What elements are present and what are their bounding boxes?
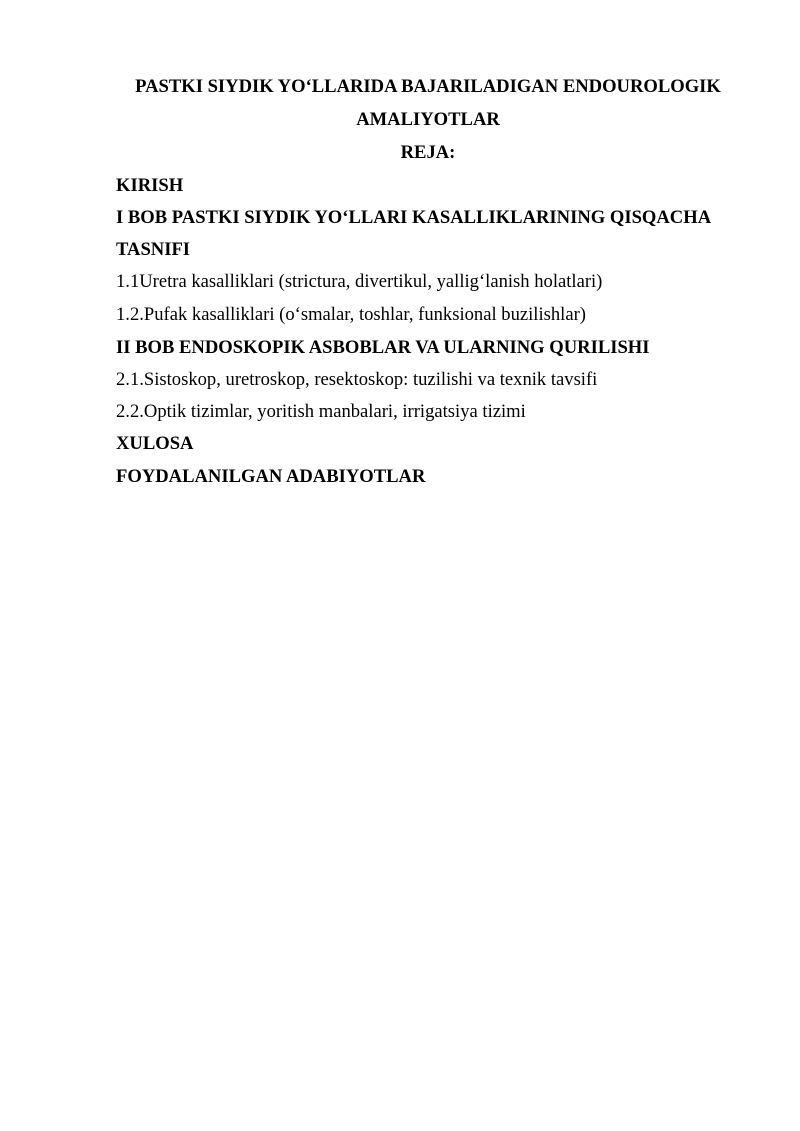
toc-entry-chapter-2: II BOB ENDOSKOPIK ASBOBLAR VA ULARNING QURILISHI — [116, 337, 650, 358]
toc-entry-section-2-2: 2.2.Optik tizimlar, yoritish manbalari, irrigatsiya tizimi — [116, 401, 526, 422]
toc-entry-conclusion: XULOSA — [116, 433, 194, 454]
toc-entry-introduction: KIRISH — [116, 175, 184, 196]
toc-entry-references: FOYDALANILGAN ADABIYOTLAR — [116, 466, 426, 487]
document-title-line-1: PASTKI SIYDIK YO‘LLARIDA BAJARILADIGAN ENDOUROLOGIK — [135, 76, 721, 97]
toc-entry-chapter-1: I BOB PASTKI SIYDIK YO‘LLARI KASALLIKLARINING QISQACHA — [116, 207, 712, 228]
toc-entry-section-2-1: 2.1.Sistoskop, uretroskop, resektoskop: tuzilishi va texnik tavsifi — [116, 369, 598, 390]
document-title-line-2: AMALIYOTLAR — [356, 109, 500, 130]
toc-entry-chapter-1-continued: TASNIFI — [116, 239, 191, 260]
toc-entry-section-1-1: 1.1Uretra kasalliklari (strictura, divertikul, yallig‘lanish holatlari) — [116, 271, 603, 292]
plan-heading: REJA: — [400, 142, 456, 163]
toc-entry-section-1-2: 1.2.Pufak kasalliklari (o‘smalar, toshlar, funksional buzilishlar) — [116, 304, 586, 325]
